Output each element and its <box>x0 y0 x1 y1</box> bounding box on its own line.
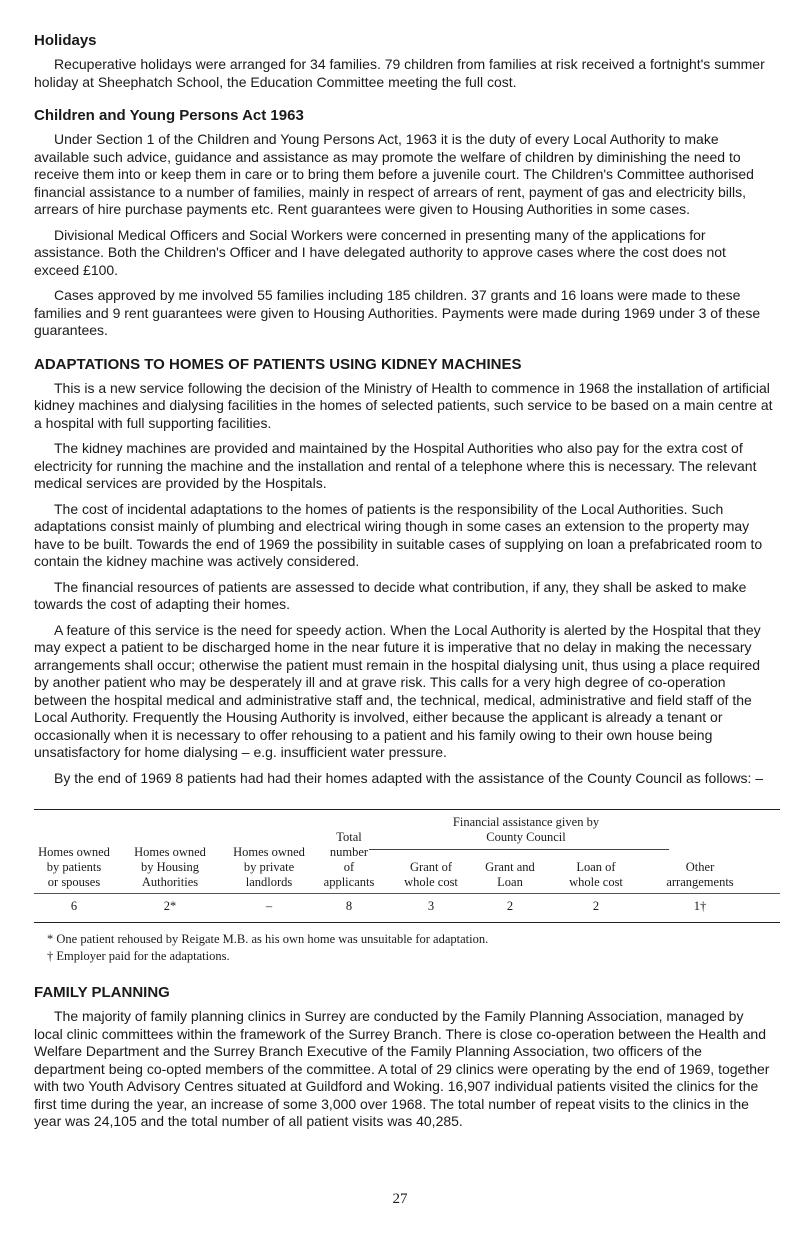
cyp-act-heading: Children and Young Persons Act 1963 <box>34 107 304 124</box>
holidays-heading: Holidays <box>34 32 97 49</box>
header-bottom-rule <box>34 893 780 894</box>
holidays-paragraph: Recuperative holidays were arranged for 34 families. 79 children from families at risk received a fortnight's summer holiday at Sheephatch School, the Education Committee meeting the full cost. <box>34 56 765 90</box>
col-header-housing: Homes owned by Housing Authorities <box>134 845 206 889</box>
kidney-paragraph-4: The financial resources of patients are assessed to decide what contribution, if any, they shall be asked to make towards the cost of adapting their homes. <box>34 578 747 612</box>
family-planning-heading: FAMILY PLANNING <box>34 984 170 1001</box>
col-header-patients: Homes owned by patients or spouses <box>38 845 110 889</box>
cell-housing: 2* <box>163 899 177 913</box>
table-bottom-rule <box>34 922 780 923</box>
col-header-grant-loan: Grant and Loan <box>485 860 535 889</box>
col-header-total: Total number of applicants <box>323 830 375 889</box>
cyp-act-paragraph-2: Divisional Medical Officers and Social Workers were concerned in presenting many of the applications for assistance. Both the Children's Officer and I have delegated authority to approve cases where the cost does not exceed £100. <box>34 226 726 278</box>
col-header-loan: Loan of whole cost <box>569 860 623 889</box>
kidney-paragraph-1: This is a new service following the decision of the Ministry of Health to commence in 1968 the installation of artificial kidney machines and dialysing facilities in the homes of selected patients, such service to be based on a main centre at a hospital with full supporting facilities. <box>34 379 773 431</box>
document-page <box>34 32 774 1131</box>
table-notes <box>34 931 774 965</box>
cell-loan: 2 <box>592 899 600 913</box>
col-header-private: Homes owned by private landlords <box>233 845 305 889</box>
cell-other: 1† <box>693 899 707 913</box>
kidney-paragraph-6: By the end of 1969 8 patients had had their homes adapted with the assistance of the County Council as follows: – <box>54 769 764 786</box>
kidney-paragraph-2: The kidney machines are provided and maintained by the Hospital Authorities who also pay for the extra cost of electricity for running the machine and the installation and rental of a telephone where this is necessary. The relevant medical services are provided by the Hospitals. <box>34 440 757 491</box>
group-header-rule <box>369 849 669 850</box>
cell-grant: 3 <box>427 899 435 913</box>
group-header-line-1: Financial assistance given by <box>452 815 600 829</box>
family-planning-paragraph: The majority of family planning clinics in Surrey are conducted by the Family Planning Association, managed by local clinic committees within the framework of the Surrey Branch. There is close co-operation between the Health and Welfare Department and the Surrey Branch Executive of the Family Planning Association, two officers of the department being co-opted members of the committee. A total of 29 clinics were operating by the end of 1969, together with two Youth Advisory Centres situated at Guildford and Woking. 16,907 individual patients visited the clinics for the first time during the year, an increase of some 3,000 over 1968. The total number of repeat visits to the clinics in the year was 24,105 and the total number of all patient visits was 40,285. <box>34 1008 770 1129</box>
kidney-adaptations-table <box>34 809 780 917</box>
table-top-rule <box>34 809 780 810</box>
cell-patients: 6 <box>70 899 78 913</box>
cell-grant-loan: 2 <box>506 899 514 913</box>
cell-private: – <box>265 899 273 913</box>
cyp-act-paragraph-3: Cases approved by me involved 55 families including 185 children. 37 grants and 16 loans were made to these families and 9 rent guarantees were given to Housing Authorities. Payments were made during 1969 under 3 of these guarantees. <box>34 287 761 338</box>
footnote-dagger: † Employer paid for the adaptations. <box>47 949 230 963</box>
kidney-paragraph-5: A feature of this service is the need for speedy action. When the Local Authority is alerted by the Hospital that they may expect a patient to be discharged home in the near future it is imperative that no delay in making the necessary arrangements shall occur; otherwise the patient must remain in the hospital dialysing unit, thus using a place required by another patient who may be desperately ill and at grave risk. This calls for a very high degree of co-operation between the hospital medical and administrative staff and, the technical, medical, administrative and field staff of the Local Authority. Frequently the Housing Authority is involved, either because the applicant is already a tenant or occasionally when it is necessary to offer rehousing to a patient and his family owing to their own house being unsatisfactory for home dialysing – e.g. insufficient water pressure. <box>34 621 761 760</box>
kidney-paragraph-3: The cost of incidental adaptations to the homes of patients is the responsibility of the Local Authorities. Such adaptations consist mainly of plumbing and electrical wiring though in some cases an extension to the property may have to be built. Towards the end of 1969 the possibility in suitable cases of supplying on loan a prefabricated room to contain the kidney machine was actively considered. <box>34 500 763 569</box>
cyp-act-paragraph-1: Under Section 1 of the Children and Young Persons Act, 1963 it is the duty of every Local Authority to make available such advice, guidance and assistance as may promote the welfare of children by diminishing the need to receive them into or keep them in care or to bring them before a juvenile court. The Children's Committee authorised financial assistance to a number of families, mainly in respect of arrears of rent, payment of gas and electricity bills, arrears of hire purchase payments etc. Rent guarantees were given to Housing Authorities in some cases. <box>34 131 754 217</box>
page-number: 27 <box>392 1191 408 1207</box>
group-header-line-2: County Council <box>486 830 566 844</box>
cell-total: 8 <box>345 899 353 913</box>
col-header-other: Other arrangements <box>666 860 734 889</box>
col-header-grant: Grant of whole cost <box>404 860 458 889</box>
kidney-heading: ADAPTATIONS TO HOMES OF PATIENTS USING KIDNEY MACHINES <box>34 355 522 373</box>
footnote-asterisk: * One patient rehoused by Reigate M.B. as his own home was unsuitable for adaptation. <box>47 932 489 946</box>
